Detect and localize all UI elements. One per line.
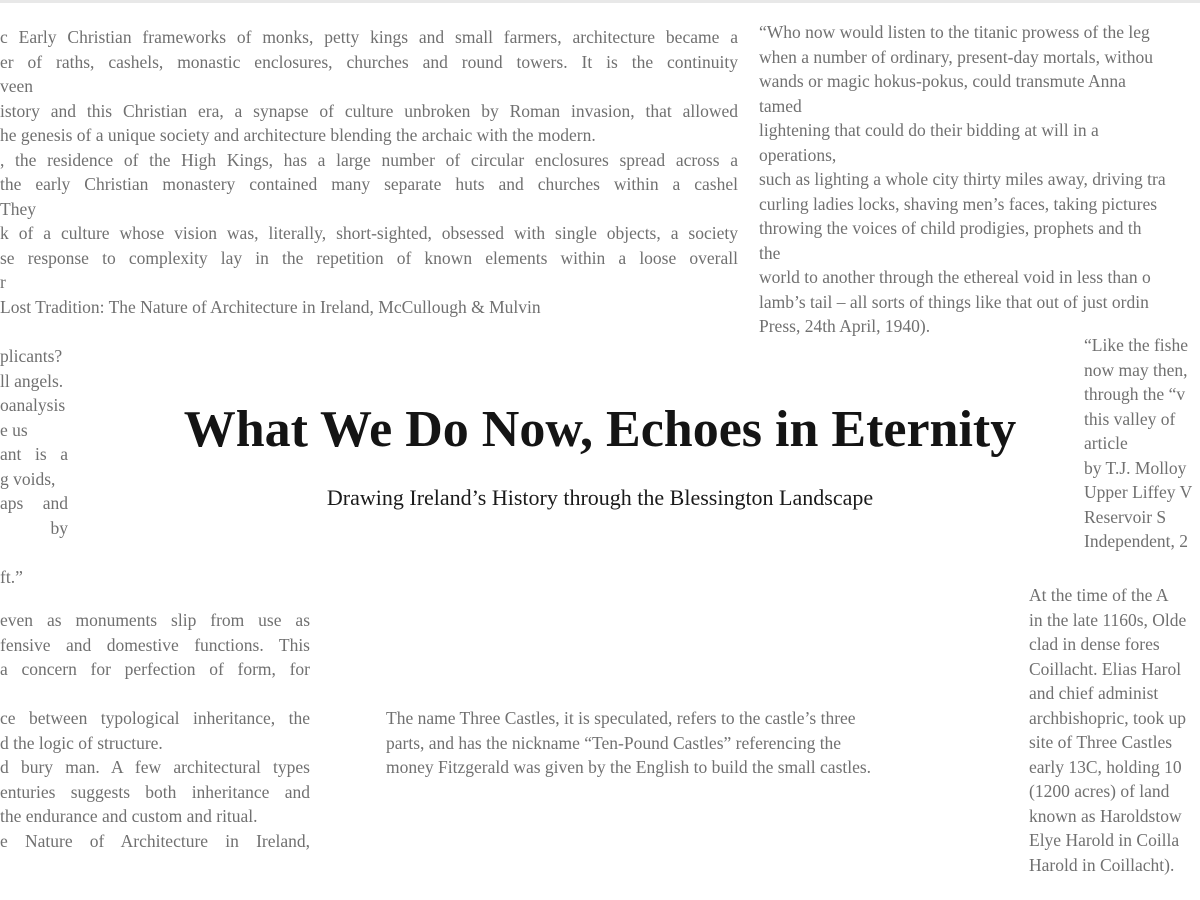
text-line: ft.” [0, 566, 23, 587]
text-line: operations, [759, 144, 837, 165]
text-line: wands or magic hokus-pokus, could transmute Anna [759, 71, 1126, 91]
text-line: se response to complexity lay in the repetition of known elements within a loose overall [0, 247, 738, 268]
text-line: enturies suggests both inheritance and [0, 781, 310, 802]
citation: e Nature of Architecture in Ireland, [0, 830, 310, 851]
text-line: he genesis of a unique society and architecture blending the archaic with the modern. [0, 125, 596, 145]
text-line: The name Three Castles, it is speculated, refers to the castle’s three [386, 708, 856, 728]
text-line: and chief administ [1029, 683, 1159, 703]
text-line: aps and [0, 493, 68, 513]
text-line: Independent, 2 [1084, 531, 1188, 551]
text-line: by [50, 517, 68, 538]
text-line: They [0, 198, 36, 219]
text-line: through the “v [1084, 384, 1186, 404]
text-line: istory and this Christian era, a synapse of culture unbroken by Roman invasion, that allowed [0, 100, 738, 121]
text-line: Upper Liffey V [1084, 482, 1193, 502]
quote-block-top-right [759, 20, 1200, 340]
caption-three-castles [386, 706, 946, 786]
text-line: veen [0, 76, 34, 96]
text-line: ce between typological inheritance, the [0, 708, 310, 728]
text-line: er of raths, cashels, monastic enclosures, churches and round towers. It is the continuity [0, 51, 738, 72]
text-line: lightening that could do their bidding at will in a [759, 120, 1099, 140]
text-line: clad in dense fores [1029, 634, 1160, 654]
page-title: What We Do Now, Echoes in Eternity [183, 401, 1017, 458]
text-line: Reservoir S [1084, 506, 1167, 527]
text-line: throwing the voices of child prodigies, prophets and th [759, 218, 1142, 238]
quote-block-top-left [0, 25, 738, 325]
text-line: world to another through the ethereal void in less than o [759, 267, 1151, 287]
text-line: Harold in Coillacht). [1029, 854, 1175, 875]
text-line: archbishopric, took up [1029, 707, 1186, 728]
text-line: known as Haroldstow [1029, 805, 1182, 826]
text-line: tamed [759, 95, 802, 116]
text-line: site of Three Castles [1029, 732, 1173, 752]
text-line: parts, and has the nickname “Ten-Pound Castles” referencing the [386, 732, 842, 753]
text-line: ant is a [0, 444, 68, 464]
text-line: oanalysis [0, 395, 66, 415]
top-border [0, 0, 1200, 3]
quote-block-bottom-left [0, 608, 310, 858]
text-line: in the late 1160s, Olde [1029, 609, 1187, 630]
text-line: plicants? [0, 346, 63, 366]
text-line: ll angels. [0, 370, 64, 391]
text-line: such as lighting a whole city thirty miles away, driving tra [759, 169, 1166, 189]
text-line: curling ladies locks, shaving men’s faces, taking pictures [759, 193, 1158, 214]
text-line: d the logic of structure. [0, 732, 163, 753]
text-line: k of a culture whose vision was, literally, short-sighted, obsessed with single objects, a society [0, 223, 738, 243]
text-line: r [0, 272, 6, 292]
text-line: lamb’s tail – all sorts of things like that out of just ordin [759, 291, 1149, 312]
text-line: Elye Harold in Coilla [1029, 830, 1180, 850]
text-line: e us [0, 419, 28, 440]
text-line: early 13C, holding 10 [1029, 756, 1182, 777]
text-line: “Like the fishe [1084, 335, 1188, 355]
text-line: money Fitzgerald was given by the English to build the small castles. [386, 757, 872, 777]
text-line: d bury man. A few architectural types [0, 757, 310, 777]
text-line: this valley of [1084, 408, 1176, 429]
text-line: a concern for perfection of form, for [0, 659, 310, 679]
text-line: , the residence of the High Kings, has a large number of circular enclosures spread across a [0, 149, 738, 170]
text-line: even as monuments slip from use as [0, 610, 310, 630]
text-line: when a number of ordinary, present-day mortals, withou [759, 46, 1153, 67]
text-line: g voids, [0, 468, 56, 489]
quote-block-middle-left [0, 344, 68, 589]
citation: Lost Tradition: The Nature of Architecture in Ireland, McCullough & Mulvin [0, 296, 541, 317]
text-line: Coillacht. Elias Harol [1029, 658, 1182, 679]
text-line: c Early Christian frameworks of monks, petty kings and small farmers, architecture became a [0, 27, 738, 47]
text-line: (1200 acres) of land [1029, 781, 1170, 801]
text-line: the early Christian monastery contained many separate huts and churches within a cashel [0, 174, 738, 194]
text-line: fensive and domestive functions. This [0, 634, 310, 655]
text-line: the endurance and custom and ritual. [0, 806, 258, 826]
text-line: article [1084, 433, 1128, 453]
text-line: by T.J. Molloy [1084, 457, 1187, 478]
page-subtitle: Drawing Ireland’s History through the Blessington Landscape [326, 485, 874, 510]
quote-block-bottom-right [1029, 583, 1200, 883]
text-line: At the time of the A [1029, 585, 1169, 605]
text-line: “Who now would listen to the titanic prowess of the leg [759, 22, 1150, 42]
citation: Press, 24th April, 1940). [759, 316, 931, 336]
text-line: now may then, [1084, 359, 1188, 380]
text-line: the [759, 242, 781, 263]
